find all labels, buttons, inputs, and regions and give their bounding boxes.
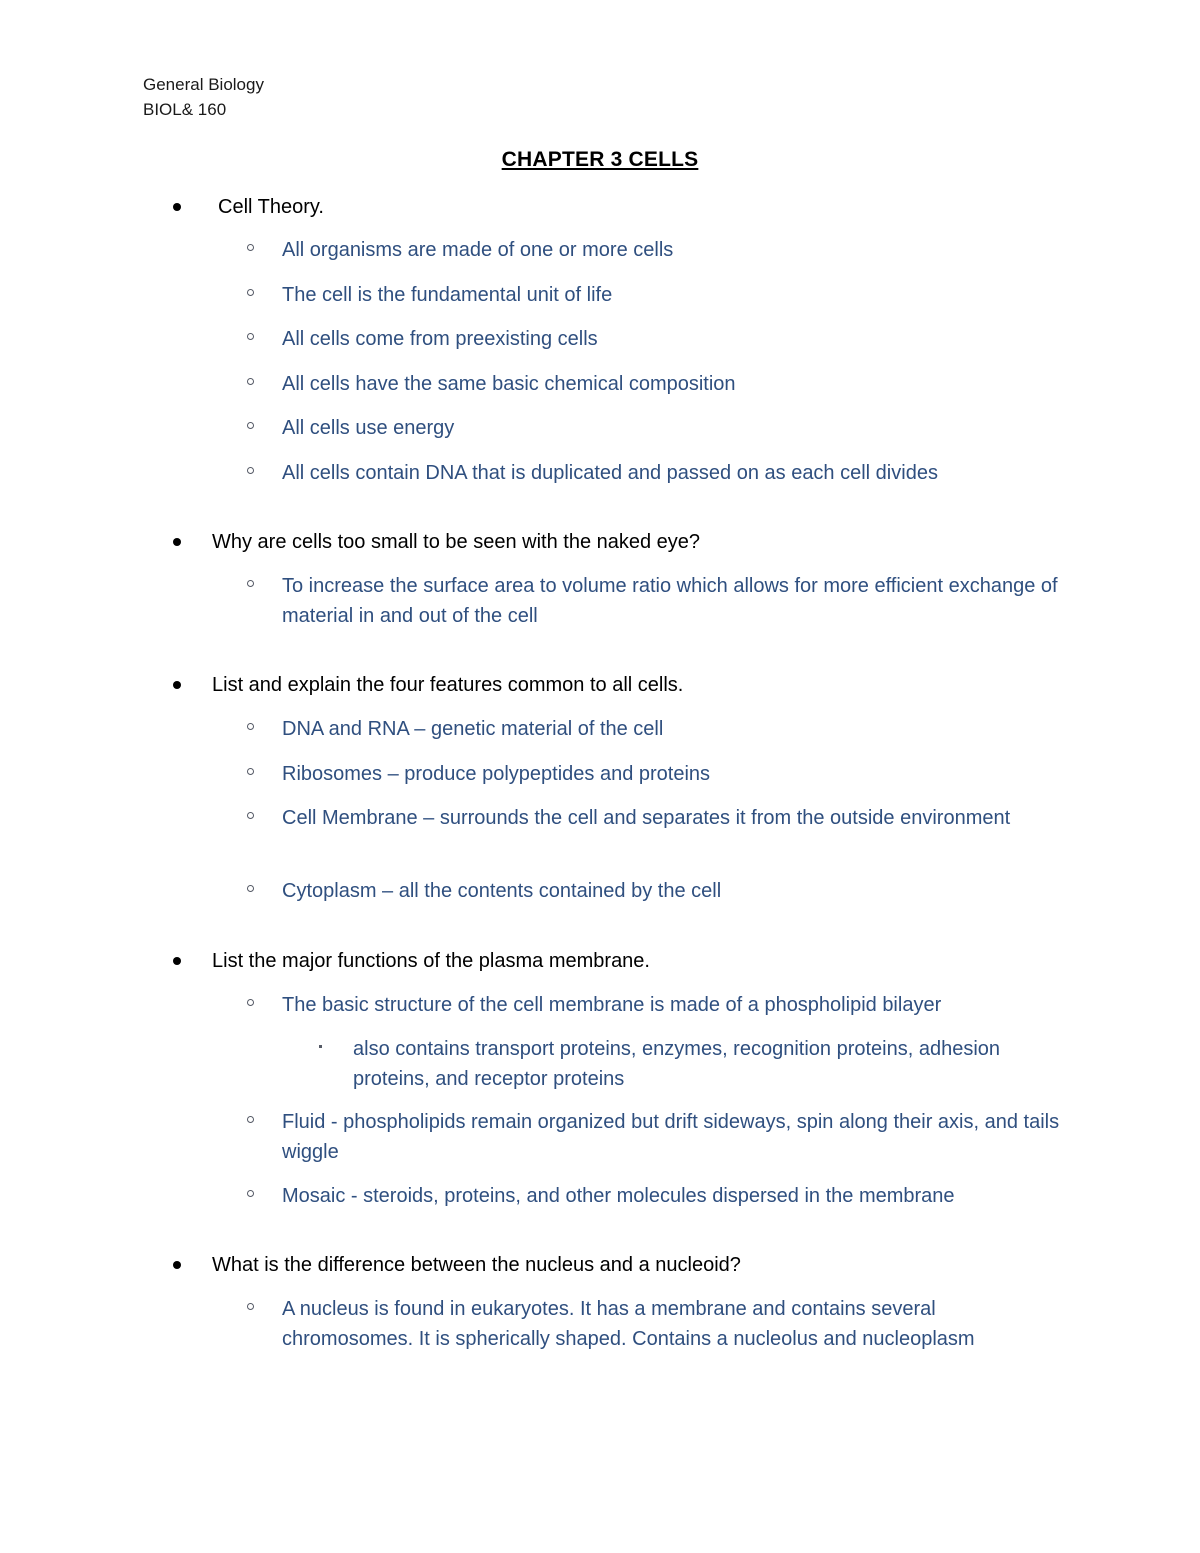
page-title: CHAPTER 3 CELLS bbox=[501, 148, 699, 171]
circle-bullet-icon bbox=[247, 999, 254, 1006]
answer-text: Cell Membrane – surrounds the cell and separates it from the outside environment bbox=[282, 807, 1011, 829]
course-name: General Biology bbox=[143, 75, 264, 94]
answer-text: Cytoplasm – all the contents contained by the cell bbox=[282, 880, 722, 902]
answer-text: DNA and RNA – genetic material of the cell bbox=[282, 718, 664, 740]
circle-bullet-icon bbox=[247, 723, 254, 730]
course-code: BIOL& 160 bbox=[143, 100, 227, 119]
circle-bullet-icon bbox=[247, 1190, 254, 1197]
answer-text: All cells come from preexisting cells bbox=[282, 328, 598, 350]
circle-bullet-icon bbox=[247, 1116, 254, 1123]
answer-text: The basic structure of the cell membrane is made of a phospholipid bilayer bbox=[282, 994, 942, 1016]
circle-bullet-icon bbox=[247, 1303, 254, 1310]
question-item bbox=[0, 1250, 1200, 1280]
answer-text: The cell is the fundamental unit of life bbox=[282, 284, 613, 306]
circle-bullet-icon bbox=[247, 885, 254, 892]
answer-text: A nucleus is found in eukaryotes. It has a membrane and contains several chromosomes. It is spherically shaped. Contains a nucleolus and nucleoplasm bbox=[282, 1298, 975, 1350]
circle-bullet-icon bbox=[247, 244, 254, 251]
question-item bbox=[0, 670, 1200, 700]
answer-text: All cells contain DNA that is duplicated and passed on as each cell divides bbox=[282, 462, 938, 484]
square-bullet-icon bbox=[319, 1045, 322, 1048]
question-item bbox=[0, 946, 1200, 976]
bullet-icon bbox=[173, 203, 181, 211]
circle-bullet-icon bbox=[247, 422, 254, 429]
answer-text: Ribosomes – produce polypeptides and proteins bbox=[282, 763, 711, 785]
bullet-icon bbox=[173, 957, 181, 965]
answer-text: To increase the surface area to volume ratio which allows for more efficient exchange of material in and out of the cell bbox=[282, 575, 1058, 627]
answer-text: All organisms are made of one or more cells bbox=[282, 239, 674, 261]
bullet-icon bbox=[173, 681, 181, 689]
bullet-icon bbox=[173, 538, 181, 546]
answer-text: All cells use energy bbox=[282, 417, 455, 439]
circle-bullet-icon bbox=[247, 333, 254, 340]
question-text: List and explain the four features common to all cells. bbox=[212, 674, 684, 696]
answer-text: All cells have the same basic chemical composition bbox=[282, 373, 736, 395]
question-text: What is the difference between the nucleus and a nucleoid? bbox=[212, 1254, 741, 1276]
sub-answer-text: also contains transport proteins, enzymes, recognition proteins, adhesion proteins, and receptor proteins bbox=[353, 1038, 1001, 1090]
answer-text: Fluid - phospholipids remain organized but drift sideways, spin along their axis, and tails wiggle bbox=[282, 1111, 1060, 1163]
circle-bullet-icon bbox=[247, 768, 254, 775]
circle-bullet-icon bbox=[247, 289, 254, 296]
question-item bbox=[0, 527, 1200, 557]
question-text: List the major functions of the plasma membrane. bbox=[212, 950, 650, 972]
question-item bbox=[0, 192, 1200, 222]
circle-bullet-icon bbox=[247, 467, 254, 474]
circle-bullet-icon bbox=[247, 580, 254, 587]
question-text: Why are cells too small to be seen with the naked eye? bbox=[212, 531, 701, 553]
circle-bullet-icon bbox=[247, 812, 254, 819]
circle-bullet-icon bbox=[247, 378, 254, 385]
bullet-icon bbox=[173, 1261, 181, 1269]
answer-text: Mosaic - steroids, proteins, and other molecules dispersed in the membrane bbox=[282, 1185, 955, 1207]
question-text: Cell Theory. bbox=[218, 196, 324, 218]
